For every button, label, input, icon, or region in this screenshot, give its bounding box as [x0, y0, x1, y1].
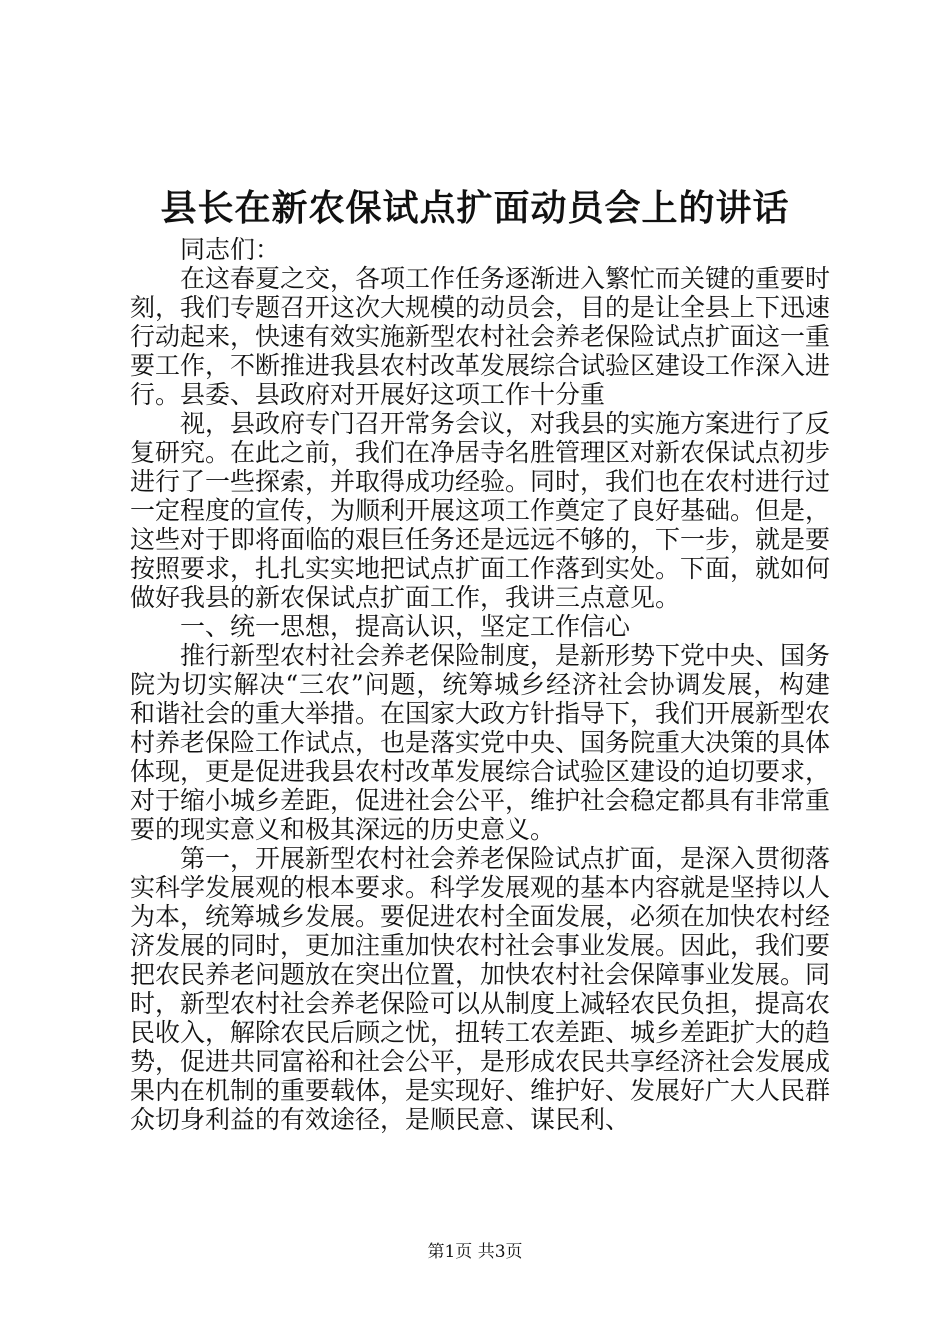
page-footer: 第1页 共3页 — [427, 1242, 523, 1262]
body-paragraph: 推行新型农村社会养老保险制度，是新形势下党中央、国务院为切实解决“三农”问题，统筹城乡经济社会协调发展，构建和谐社会的重大举措。在国家大政方针指导下，我们开展新型农村养老保险工作试点，也是落实党中央、国务院重大决策的具体体现，更是促进我县农村改革发展综合试验区建设的迫切要求，对于缩小城乡差距，促进社会公平，维护社会稳定都具有非常重要的现实意义和极其深远的历史意义。 — [130, 641, 831, 844]
body-paragraph: 在这春夏之交，各项工作任务逐渐进入繁忙而关键的重要时刻，我们专题召开这次大规模的动员会，目的是让全县上下迅速行动起来，快速有效实施新型农村社会养老保险试点扩面这一重要工作，不断推进我县农村改革发展综合试验区建设工作深入进行。县委、县政府对开展好这项工作十分重 — [130, 264, 831, 409]
body-paragraph: 第一，开展新型农村社会养老保险试点扩面，是深入贯彻落实科学发展观的根本要求。科学发展观的基本内容就是坚持以人为本，统筹城乡发展。要促进农村全面发展，必须在加快农村经济发展的同时，更加注重加快农村社会事业发展。因此，我们要把农民养老问题放在突出位置，加快农村社会保障事业发展。同时，新型农村社会养老保险可以从制度上减轻农民负担，提高农民收入，解除农民后顾之忧，扭转工农差距、城乡差距扩大的趋势，促进共同富裕和社会公平，是形成农民共享经济社会发展成果内在机制的重要载体，是实现好、维护好、发展好广大人民群众切身利益的有效途径，是顺民意、谋民利、 — [130, 844, 831, 1134]
body-paragraph: 视，县政府专门召开常务会议，对我县的实施方案进行了反复研究。在此之前，我们在净居寺名胜管理区对新农保试点初步进行了一些探索，并取得成功经验。同时，我们也在农村进行过一定程度的宣传，为顺利开展这项工作奠定了良好基础。但是，这些对于即将面临的艰巨任务还是远远不够的，下一步，就是要按照要求，扎扎实实地把试点扩面工作落到实处。下面，就如何做好我县的新农保试点扩面工作，我讲三点意见。 — [130, 409, 831, 612]
document-body — [130, 235, 830, 1134]
document-title: 县长在新农保试点扩面动员会上的讲话 — [160, 187, 790, 229]
section-heading: 一、统一思想，提高认识，坚定工作信心 — [180, 612, 631, 641]
salutation: 同志们： — [180, 235, 281, 264]
